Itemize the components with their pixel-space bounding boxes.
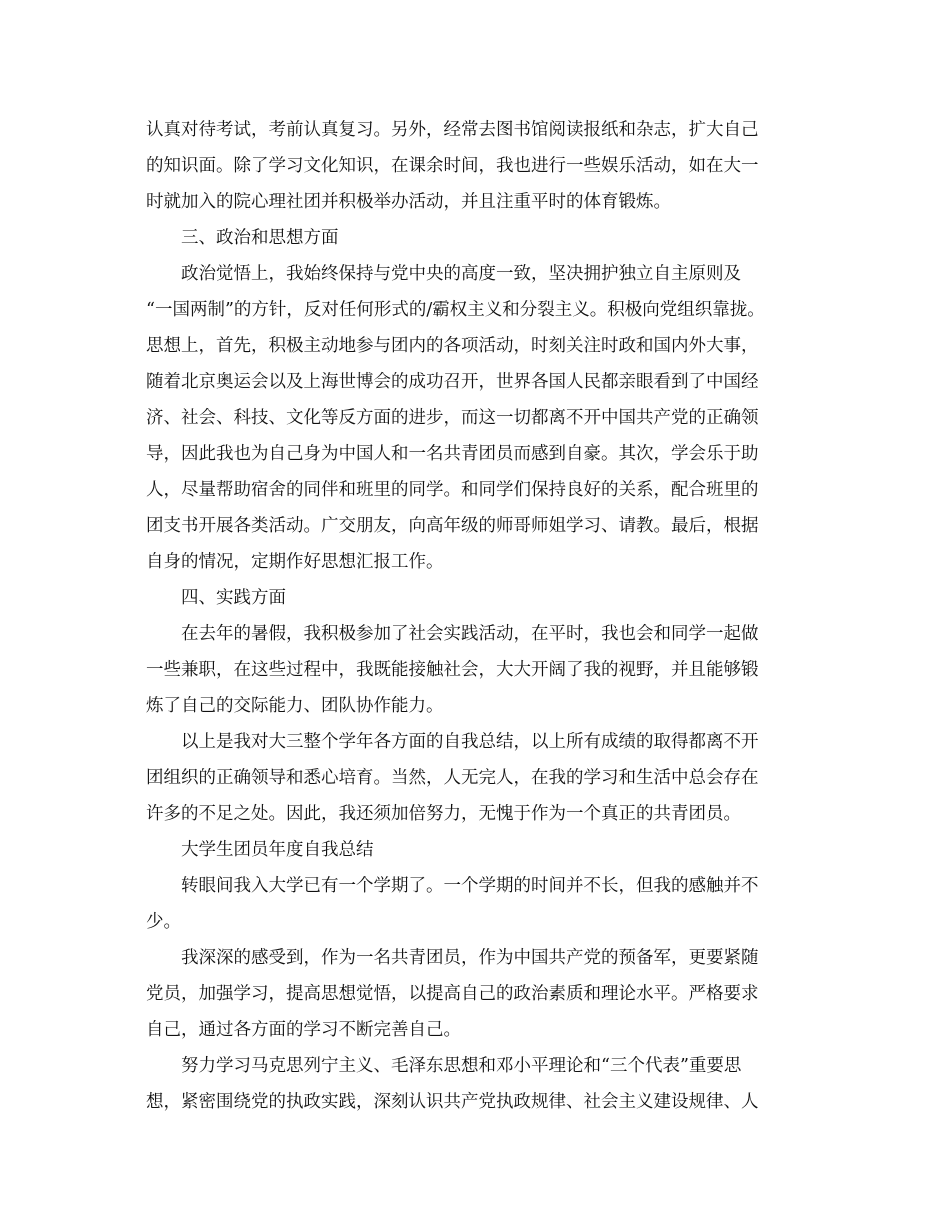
- text-line: 思想上，首先，积极主动地参与团内的各项活动，时刻关注时政和国内外大事，: [146, 336, 759, 356]
- text-line: 想，紧密围绕党的执政实践，深刻认识共产党执政规律、社会主义建设规律、人: [146, 1092, 759, 1112]
- text-line: 随着北京奥运会以及上海世博会的成功召开，世界各国人民都亲眼看到了中国经: [146, 372, 759, 392]
- text-line: 的知识面。除了学习文化知识，在课余时间，我也进行一些娱乐活动，如在大一: [146, 156, 759, 176]
- text-line: 许多的不足之处。因此，我还须加倍努力，无愧于作为一个真正的共青团员。: [146, 804, 741, 824]
- text-line: 济、社会、科技、文化等反方面的进步，而这一切都离不开中国共产党的正确领: [146, 408, 759, 428]
- text-line: 以上是我对大三整个学年各方面的自我总结，以上所有成绩的取得都离不开: [181, 732, 759, 752]
- document-body: [146, 112, 836, 1120]
- text-line: 四、实践方面: [181, 588, 286, 608]
- text-line: 党员，加强学习，提高思想觉悟，以提高自己的政治素质和理论水平。严格要求: [146, 984, 759, 1004]
- text-line: 导，因此我也为自己身为中国人和一名共青团员而感到自豪。其次，学会乐于助: [146, 444, 759, 464]
- text-line: 三、政治和思想方面: [181, 228, 339, 248]
- text-line: 自己，通过各方面的学习不断完善自己。: [146, 1020, 461, 1040]
- text-line: 团支书开展各类活动。广交朋友，向高年级的师哥师姐学习、请教。最后，根据: [146, 516, 759, 536]
- text-line: 在去年的暑假，我积极参加了社会实践活动，在平时，我也会和同学一起做: [181, 624, 759, 644]
- text-line: 自身的情况，定期作好思想汇报工作。: [146, 552, 444, 572]
- text-line: 认真对待考试，考前认真复习。另外，经常去图书馆阅读报纸和杂志，扩大自己: [146, 120, 759, 140]
- text-line: 少。: [146, 912, 181, 932]
- text-line: 大学生团员年度自我总结: [181, 840, 374, 860]
- text-line: 人，尽量帮助宿舍的同伴和班里的同学。和同学们保持良好的关系，配合班里的: [146, 480, 759, 500]
- text-line: “一国两制”的方针，反对任何形式的/霸权主义和分裂主义。积极向党组织靠拢。: [146, 300, 765, 320]
- text-line: 团组织的正确领导和悉心培育。当然，人无完人，在我的学习和生活中总会存在: [146, 768, 759, 788]
- text-line: 一些兼职，在这些过程中，我既能接触社会，大大开阔了我的视野，并且能够锻: [146, 660, 759, 680]
- text-line: 政治觉悟上，我始终保持与党中央的高度一致，坚决拥护独立自主原则及: [181, 264, 741, 284]
- text-line: 我深深的感受到，作为一名共青团员，作为中国共产党的预备军，更要紧随: [181, 948, 759, 968]
- text-line: 时就加入的院心理社团并积极举办活动，并且注重平时的体育锻炼。: [146, 192, 671, 212]
- text-line: 炼了自己的交际能力、团队协作能力。: [146, 696, 444, 716]
- text-line: 努力学习马克思列宁主义、毛泽东思想和邓小平理论和“三个代表”重要思: [181, 1056, 742, 1076]
- text-line: 转眼间我入大学已有一个学期了。一个学期的时间并不长，但我的感触并不: [181, 876, 759, 896]
